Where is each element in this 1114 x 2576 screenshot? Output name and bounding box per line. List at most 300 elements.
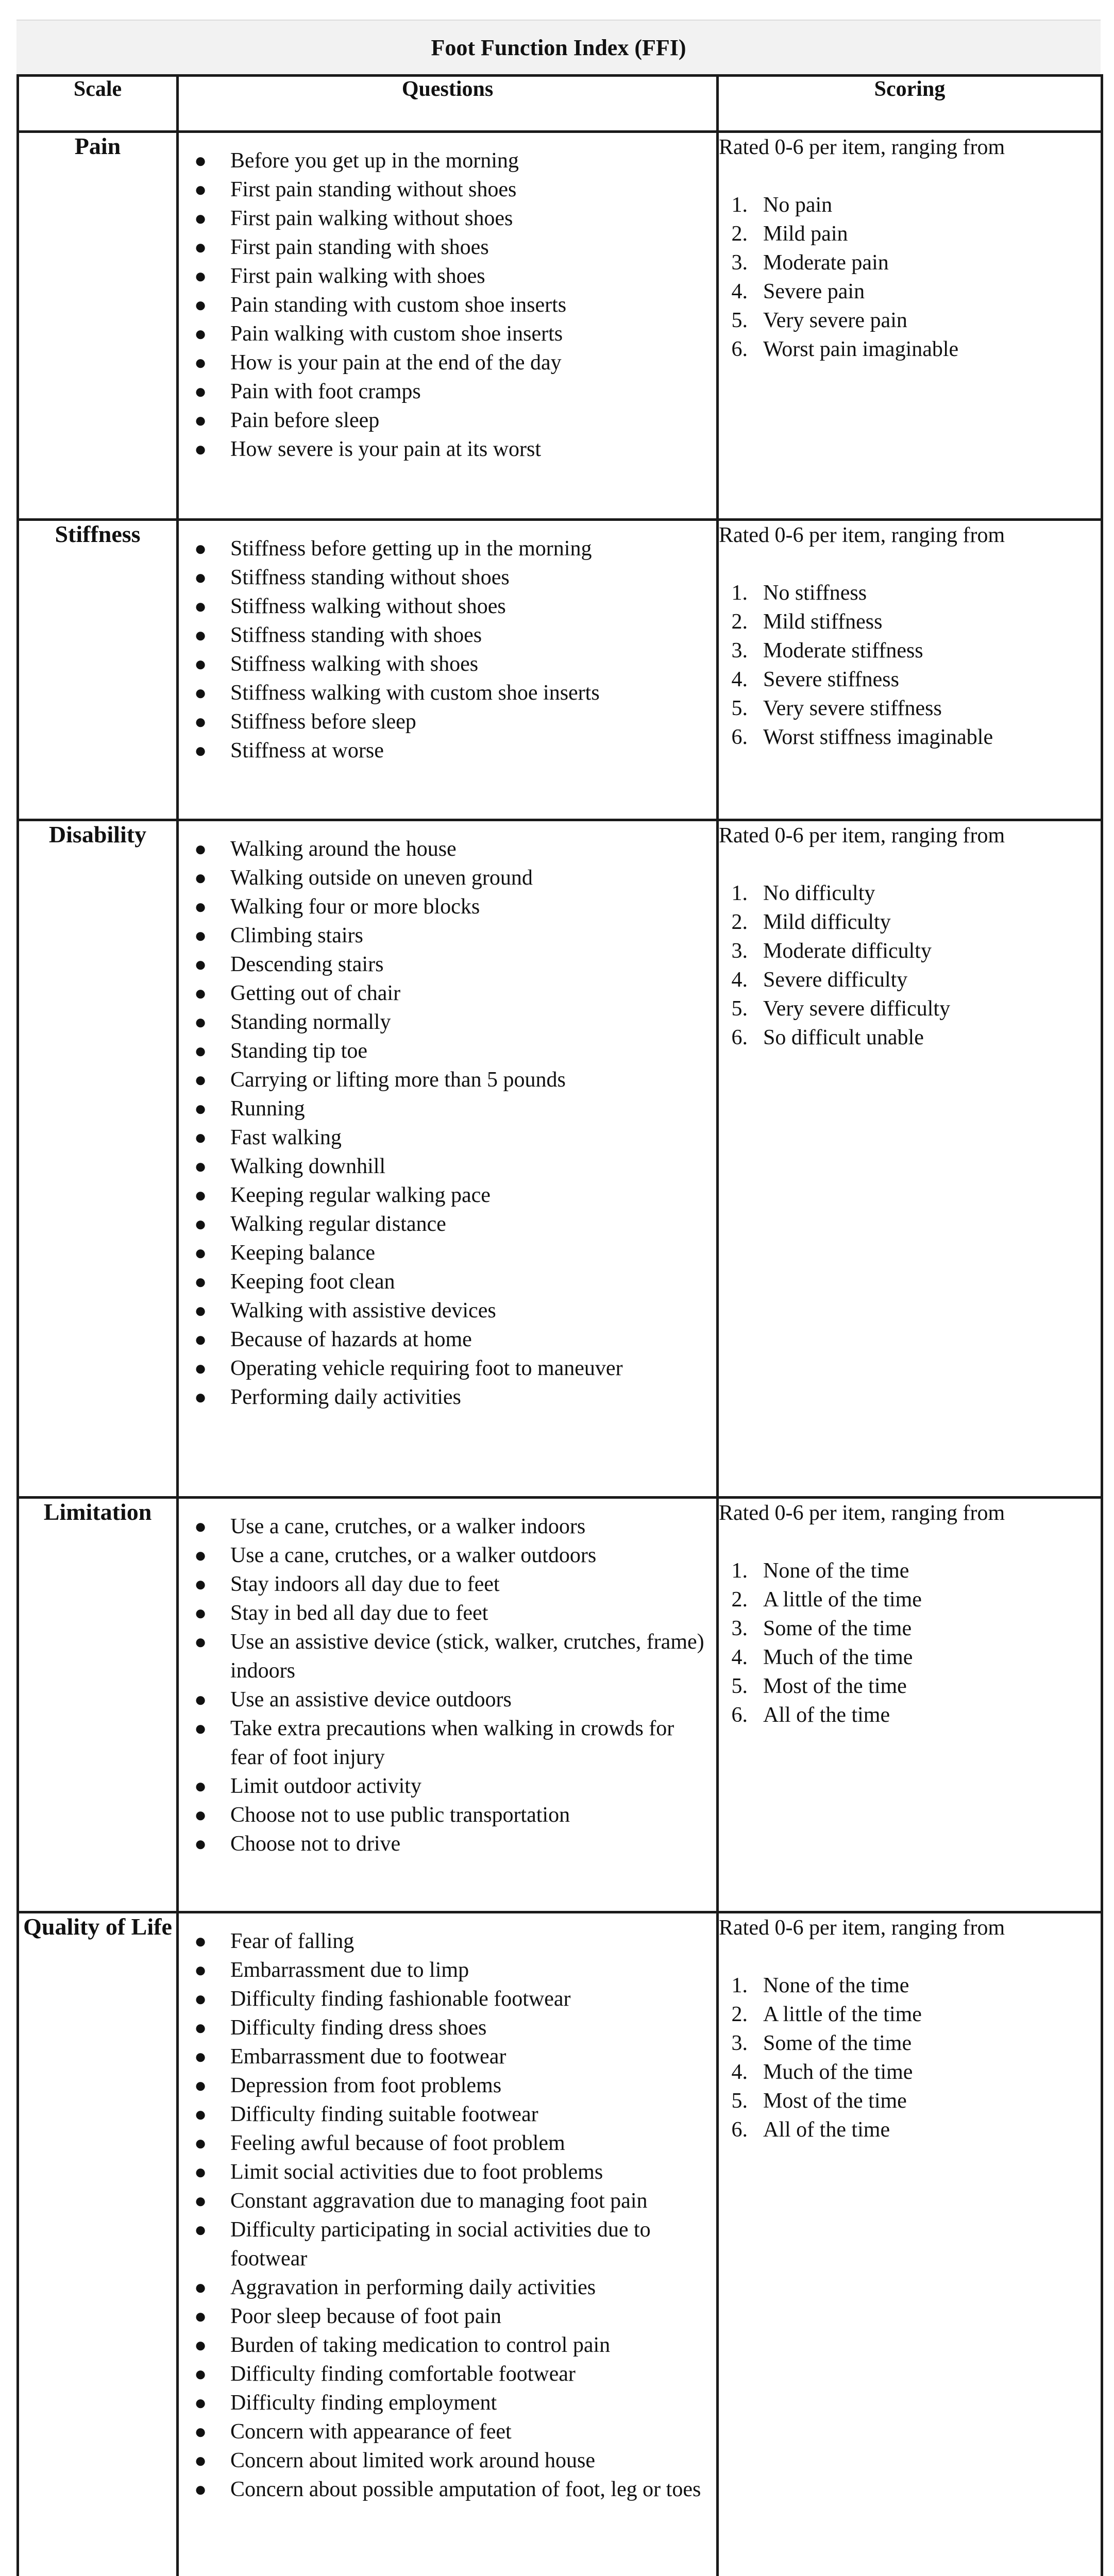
scoring-number: 3.: [731, 939, 748, 963]
question-text: Stiffness before getting up in the morning: [230, 537, 592, 561]
scoring-number: 3.: [731, 251, 748, 275]
bullet-icon: ●: [194, 1270, 207, 1293]
question-item: [194, 1685, 711, 1714]
scoring-number: 5.: [731, 1674, 748, 1698]
scoring-item: [731, 965, 1101, 994]
question-text: Depression from foot problems: [230, 2074, 502, 2097]
question-list: [179, 1499, 716, 1858]
question-item: [194, 1210, 711, 1239]
scoring-text: Very severe pain: [763, 309, 907, 332]
bullet-icon: ●: [194, 293, 207, 316]
bullet-icon: ●: [194, 895, 207, 918]
question-text: Difficulty participating in social activities due to footwear: [230, 2218, 651, 2270]
question-text: Burden of taking medication to control pain: [230, 2333, 611, 2357]
question-text: Stiffness walking without shoes: [230, 595, 506, 618]
scoring-text: Moderate difficulty: [763, 939, 932, 963]
ffi-document: [16, 20, 1101, 2576]
bullet-icon: ●: [194, 681, 207, 704]
bullet-icon: ●: [194, 652, 207, 675]
scale-name: Limitation: [18, 1498, 178, 1912]
scoring-item: [731, 636, 1101, 665]
bullet-icon: ●: [194, 953, 207, 976]
header-questions: Questions: [178, 76, 718, 132]
table-title: Foot Function Index (FFI): [16, 20, 1101, 74]
question-text: Getting out of chair: [230, 981, 401, 1005]
question-text: Difficulty finding dress shoes: [230, 2016, 487, 2040]
question-item: [194, 2331, 711, 2360]
question-text: Embarrassment due to limp: [230, 1958, 469, 1982]
bullet-icon: ●: [194, 2016, 207, 2039]
scoring-number: 4.: [731, 2060, 748, 2084]
section-row-pain: [18, 132, 1102, 520]
bullet-icon: ●: [194, 739, 207, 762]
bullet-icon: ●: [194, 149, 207, 172]
bullet-icon: ●: [194, 2131, 207, 2155]
question-item: [194, 1296, 711, 1325]
bullet-icon: ●: [194, 2074, 207, 2097]
question-text: Embarrassment due to footwear: [230, 2045, 507, 2069]
question-text: Walking regular distance: [230, 1212, 446, 1236]
scoring-item: [731, 937, 1101, 965]
question-text: Difficulty finding employment: [230, 2391, 497, 2415]
question-text: First pain walking with shoes: [230, 264, 485, 288]
scoring-number: 1.: [731, 882, 748, 905]
question-text: Because of hazards at home: [230, 1328, 472, 1351]
bullet-icon: ●: [194, 1774, 207, 1798]
scoring-cell: [718, 1498, 1102, 1912]
question-item: [194, 377, 711, 406]
question-text: Concern with appearance of feet: [230, 2420, 512, 2444]
question-item: [194, 1829, 711, 1858]
question-item: [194, 2360, 711, 2388]
bullet-icon: ●: [194, 837, 207, 860]
scoring-number: 4.: [731, 968, 748, 992]
scoring-cell: [718, 520, 1102, 820]
scoring-intro: Rated 0-6 per item, ranging from: [719, 523, 1005, 547]
question-item: [194, 1801, 711, 1829]
bullet-icon: ●: [194, 207, 207, 230]
question-text: Use a cane, crutches, or a walker outdoors: [230, 1544, 597, 1567]
scoring-number: 3.: [731, 1617, 748, 1640]
question-text: Walking outside on uneven ground: [230, 866, 533, 890]
questions-cell: [178, 132, 718, 520]
scoring-number: 5.: [731, 2089, 748, 2113]
scale-name: Stiffness: [18, 520, 178, 820]
question-item: [194, 2100, 711, 2129]
scoring-item: [731, 1614, 1101, 1643]
question-list: [179, 521, 716, 765]
question-item: [194, 1123, 711, 1152]
scoring-text: Very severe difficulty: [763, 997, 951, 1021]
question-item: [194, 2215, 711, 2273]
scoring-number: 4.: [731, 280, 748, 303]
scoring-item: [731, 1556, 1101, 1585]
scoring-list: [719, 191, 1101, 364]
scoring-number: 2.: [731, 1588, 748, 1612]
question-text: First pain standing with shoes: [230, 235, 489, 259]
question-text: Use an assistive device (stick, walker, crutches, frame) indoors: [230, 1630, 704, 1683]
scoring-number: 3.: [731, 2031, 748, 2055]
question-item: [194, 1383, 711, 1412]
question-text: Fast walking: [230, 1126, 342, 1149]
bullet-icon: ●: [194, 1299, 207, 1322]
scoring-number: 1.: [731, 581, 748, 605]
question-text: Before you get up in the morning: [230, 149, 519, 173]
bullet-icon: ●: [194, 235, 207, 259]
bullet-icon: ●: [194, 1601, 207, 1624]
question-item: [194, 950, 711, 979]
bullet-icon: ●: [194, 1357, 207, 1380]
question-text: Descending stairs: [230, 953, 384, 976]
scoring-text: A little of the time: [763, 1588, 922, 1612]
bullet-icon: ●: [194, 1126, 207, 1149]
question-text: Stiffness standing without shoes: [230, 566, 510, 589]
bullet-icon: ●: [194, 2420, 207, 2443]
scale-name: Disability: [18, 820, 178, 1498]
scoring-item: [731, 1643, 1101, 1672]
bullet-icon: ●: [194, 2362, 207, 2385]
scoring-item: [731, 1672, 1101, 1701]
question-text: Fear of falling: [230, 1929, 355, 1953]
scoring-number: 6.: [731, 725, 748, 749]
bullet-icon: ●: [194, 924, 207, 947]
bullet-icon: ●: [194, 2276, 207, 2299]
question-text: First pain standing without shoes: [230, 178, 517, 201]
question-item: [194, 1239, 711, 1267]
question-text: Stay in bed all day due to feet: [230, 1601, 488, 1625]
question-text: Walking around the house: [230, 837, 457, 861]
question-item: [194, 2388, 711, 2417]
scoring-number: 3.: [731, 639, 748, 663]
question-item: [194, 2129, 711, 2158]
scoring-intro: Rated 0-6 per item, ranging from: [719, 824, 1005, 848]
scoring-text: Some of the time: [763, 1617, 912, 1640]
scale-name: Pain: [18, 132, 178, 520]
scoring-text: Most of the time: [763, 2089, 907, 2113]
question-item: [194, 435, 711, 464]
question-text: Climbing stairs: [230, 924, 363, 947]
question-text: Keeping foot clean: [230, 1270, 395, 1294]
bullet-icon: ●: [194, 566, 207, 589]
bullet-icon: ●: [194, 1241, 207, 1264]
question-text: Difficulty finding suitable footwear: [230, 2103, 538, 2126]
bullet-icon: ●: [194, 1958, 207, 1981]
scoring-text: Much of the time: [763, 1646, 913, 1669]
question-item: [194, 736, 711, 765]
question-text: Aggravation in performing daily activities: [230, 2276, 596, 2299]
bullet-icon: ●: [194, 1010, 207, 1033]
question-text: How is your pain at the end of the day: [230, 351, 562, 375]
bullet-icon: ●: [194, 1212, 207, 1235]
question-item: [194, 563, 711, 592]
question-item: [194, 1985, 711, 2013]
bullet-icon: ●: [194, 1832, 207, 1855]
scoring-number: 2.: [731, 910, 748, 934]
question-text: Stiffness at worse: [230, 739, 384, 762]
question-item: [194, 319, 711, 348]
bullet-icon: ●: [194, 710, 207, 733]
question-text: How severe is your pain at its worst: [230, 437, 542, 461]
scoring-text: No pain: [763, 193, 833, 217]
scoring-text: No stiffness: [763, 581, 867, 605]
question-text: Stiffness walking with custom shoe inserts: [230, 681, 600, 705]
question-item: [194, 1628, 711, 1685]
scoring-item: [731, 579, 1101, 607]
scoring-intro: Rated 0-6 per item, ranging from: [719, 135, 1005, 159]
question-item: [194, 592, 711, 621]
bullet-icon: ●: [194, 2045, 207, 2068]
question-item: [194, 835, 711, 863]
scoring-number: 5.: [731, 997, 748, 1021]
question-item: [194, 1267, 711, 1296]
scoring-item: [731, 2029, 1101, 2058]
question-item: [194, 1325, 711, 1354]
question-text: Carrying or lifting more than 5 pounds: [230, 1068, 566, 1092]
question-text: Pain before sleep: [230, 409, 380, 432]
bullet-icon: ●: [194, 1183, 207, 1207]
question-item: [194, 1065, 711, 1094]
scoring-text: Severe pain: [763, 280, 865, 303]
bullet-icon: ●: [194, 351, 207, 374]
question-text: Limit outdoor activity: [230, 1774, 421, 1798]
question-item: [194, 1354, 711, 1383]
scoring-text: Severe difficulty: [763, 968, 908, 992]
question-item: [194, 650, 711, 679]
question-text: Use an assistive device outdoors: [230, 1688, 512, 1711]
scoring-item: [731, 879, 1101, 908]
bullet-icon: ●: [194, 2449, 207, 2472]
bullet-icon: ●: [194, 2304, 207, 2328]
question-text: Pain standing with custom shoe inserts: [230, 293, 567, 317]
question-item: [194, 707, 711, 736]
question-item: [194, 175, 711, 204]
ffi-table: [16, 74, 1103, 2576]
question-item: [194, 863, 711, 892]
question-text: Limit social activities due to foot problems: [230, 2160, 603, 2184]
bullet-icon: ●: [194, 264, 207, 287]
bullet-icon: ●: [194, 2333, 207, 2357]
scoring-text: None of the time: [763, 1559, 909, 1583]
scoring-item: [731, 1023, 1101, 1052]
scoring-item: [731, 908, 1101, 937]
question-item: [194, 1512, 711, 1541]
questions-cell: [178, 1912, 718, 2576]
scoring-item: [731, 723, 1101, 752]
scoring-intro: Rated 0-6 per item, ranging from: [719, 1916, 1005, 1940]
bullet-icon: ●: [194, 595, 207, 618]
bullet-icon: ●: [194, 1097, 207, 1120]
question-text: Keeping balance: [230, 1241, 376, 1265]
question-text: Keeping regular walking pace: [230, 1183, 491, 1207]
question-item: [194, 233, 711, 262]
question-item: [194, 291, 711, 319]
scoring-text: Moderate pain: [763, 251, 889, 275]
bullet-icon: ●: [194, 1987, 207, 2010]
question-text: Standing tip toe: [230, 1039, 367, 1063]
question-item: [194, 1772, 711, 1801]
scoring-number: 6.: [731, 2118, 748, 2142]
question-item: [194, 2302, 711, 2331]
bullet-icon: ●: [194, 1039, 207, 1062]
question-list: [179, 1913, 716, 2504]
question-text: Concern about limited work around house: [230, 2449, 596, 2472]
scoring-cell: [718, 1912, 1102, 2576]
section-row-limitation: [18, 1498, 1102, 1912]
scoring-item: [731, 1585, 1101, 1614]
question-item: [194, 146, 711, 175]
question-text: Difficulty finding comfortable footwear: [230, 2362, 576, 2386]
header-scale: Scale: [18, 76, 178, 132]
bullet-icon: ●: [194, 1328, 207, 1351]
scoring-item: [731, 219, 1101, 248]
scoring-list: [719, 1971, 1101, 2144]
question-text: Difficulty finding fashionable footwear: [230, 1987, 571, 2011]
scoring-text: All of the time: [763, 1703, 890, 1727]
bullet-icon: ●: [194, 1515, 207, 1538]
scoring-text: A little of the time: [763, 2003, 922, 2026]
scoring-item: [731, 335, 1101, 364]
scoring-text: Most of the time: [763, 1674, 907, 1698]
question-text: Concern about possible amputation of foot, leg or toes: [230, 2478, 701, 2501]
scoring-intro: Rated 0-6 per item, ranging from: [719, 1501, 1005, 1525]
question-item: [194, 1714, 711, 1772]
scoring-item: [731, 2058, 1101, 2087]
question-text: Stiffness walking with shoes: [230, 652, 479, 676]
question-text: Poor sleep because of foot pain: [230, 2304, 502, 2328]
bullet-icon: ●: [194, 437, 207, 461]
question-item: [194, 262, 711, 291]
question-text: Stiffness before sleep: [230, 710, 416, 734]
bullet-icon: ●: [194, 866, 207, 889]
scoring-text: Much of the time: [763, 2060, 913, 2084]
scoring-item: [731, 2000, 1101, 2029]
scoring-text: Worst pain imaginable: [763, 337, 959, 361]
scoring-text: No difficulty: [763, 882, 875, 905]
question-text: Choose not to drive: [230, 1832, 401, 1856]
scoring-list: [719, 879, 1101, 1052]
question-item: [194, 348, 711, 377]
question-item: [194, 892, 711, 921]
question-text: Operating vehicle requiring foot to maneuver: [230, 1357, 623, 1380]
bullet-icon: ●: [194, 178, 207, 201]
question-item: [194, 534, 711, 563]
question-text: Use a cane, crutches, or a walker indoors: [230, 1515, 586, 1538]
bullet-icon: ●: [194, 623, 207, 647]
question-text: Standing normally: [230, 1010, 391, 1034]
scoring-text: So difficult unable: [763, 1026, 924, 1049]
question-item: [194, 2475, 711, 2504]
scoring-text: Very severe stiffness: [763, 697, 942, 720]
question-item: [194, 1008, 711, 1037]
scale-name: Quality of Life: [18, 1912, 178, 2576]
scoring-text: Moderate stiffness: [763, 639, 923, 663]
scoring-number: 1.: [731, 1559, 748, 1583]
scoring-text: Some of the time: [763, 2031, 912, 2055]
question-list: [179, 821, 716, 1412]
question-item: [194, 621, 711, 650]
question-item: [194, 2042, 711, 2071]
scoring-list: [719, 579, 1101, 752]
scoring-cell: [718, 820, 1102, 1498]
question-item: [194, 406, 711, 435]
question-item: [194, 1094, 711, 1123]
question-text: Stay indoors all day due to feet: [230, 1572, 500, 1596]
question-item: [194, 2417, 711, 2446]
bullet-icon: ●: [194, 2478, 207, 2501]
ffi-table-body: [18, 132, 1102, 2576]
question-item: [194, 2187, 711, 2215]
scoring-number: 5.: [731, 697, 748, 720]
bullet-icon: ●: [194, 537, 207, 560]
bullet-icon: ●: [194, 1155, 207, 1178]
scoring-number: 6.: [731, 1703, 748, 1727]
question-text: Walking with assistive devices: [230, 1299, 496, 1323]
scoring-item: [731, 191, 1101, 219]
bullet-icon: ●: [194, 2218, 207, 2241]
bullet-icon: ●: [194, 1385, 207, 1409]
scoring-item: [731, 2115, 1101, 2144]
question-item: [194, 204, 711, 233]
header-scoring: Scoring: [718, 76, 1102, 132]
bullet-icon: ●: [194, 322, 207, 345]
bullet-icon: ●: [194, 1630, 207, 1653]
bullet-icon: ●: [194, 981, 207, 1005]
scoring-item: [731, 1971, 1101, 2000]
bullet-icon: ●: [194, 1544, 207, 1567]
scoring-text: None of the time: [763, 1974, 909, 1997]
scoring-number: 4.: [731, 1646, 748, 1669]
bullet-icon: ●: [194, 2160, 207, 2183]
scoring-number: 6.: [731, 337, 748, 361]
question-text: Performing daily activities: [230, 1385, 461, 1409]
question-text: Feeling awful because of foot problem: [230, 2131, 565, 2155]
bullet-icon: ●: [194, 1688, 207, 1711]
bullet-icon: ●: [194, 2103, 207, 2126]
question-item: [194, 1037, 711, 1065]
question-item: [194, 2013, 711, 2042]
question-item: [194, 2273, 711, 2302]
question-text: Choose not to use public transportation: [230, 1803, 570, 1827]
question-text: Constant aggravation due to managing foot pain: [230, 2189, 648, 2213]
question-item: [194, 2071, 711, 2100]
scoring-text: Worst stiffness imaginable: [763, 725, 993, 749]
scoring-text: Mild difficulty: [763, 910, 891, 934]
bullet-icon: ●: [194, 2189, 207, 2212]
scoring-item: [731, 2087, 1101, 2115]
questions-cell: [178, 520, 718, 820]
scoring-item: [731, 694, 1101, 723]
scoring-number: 6.: [731, 1026, 748, 1049]
question-text: Pain with foot cramps: [230, 380, 421, 403]
question-item: [194, 2446, 711, 2475]
scoring-number: 2.: [731, 222, 748, 246]
questions-cell: [178, 1498, 718, 1912]
question-text: Pain walking with custom shoe inserts: [230, 322, 563, 346]
scoring-item: [731, 994, 1101, 1023]
scoring-number: 5.: [731, 309, 748, 332]
bullet-icon: ●: [194, 1572, 207, 1596]
question-item: [194, 679, 711, 707]
scoring-text: Mild stiffness: [763, 610, 883, 634]
question-item: [194, 1599, 711, 1628]
scoring-item: [731, 306, 1101, 335]
bullet-icon: ●: [194, 1929, 207, 1953]
question-text: Walking four or more blocks: [230, 895, 480, 919]
question-item: [194, 1181, 711, 1210]
scoring-text: Severe stiffness: [763, 668, 899, 691]
scoring-item: [731, 665, 1101, 694]
question-text: Walking downhill: [230, 1155, 386, 1178]
